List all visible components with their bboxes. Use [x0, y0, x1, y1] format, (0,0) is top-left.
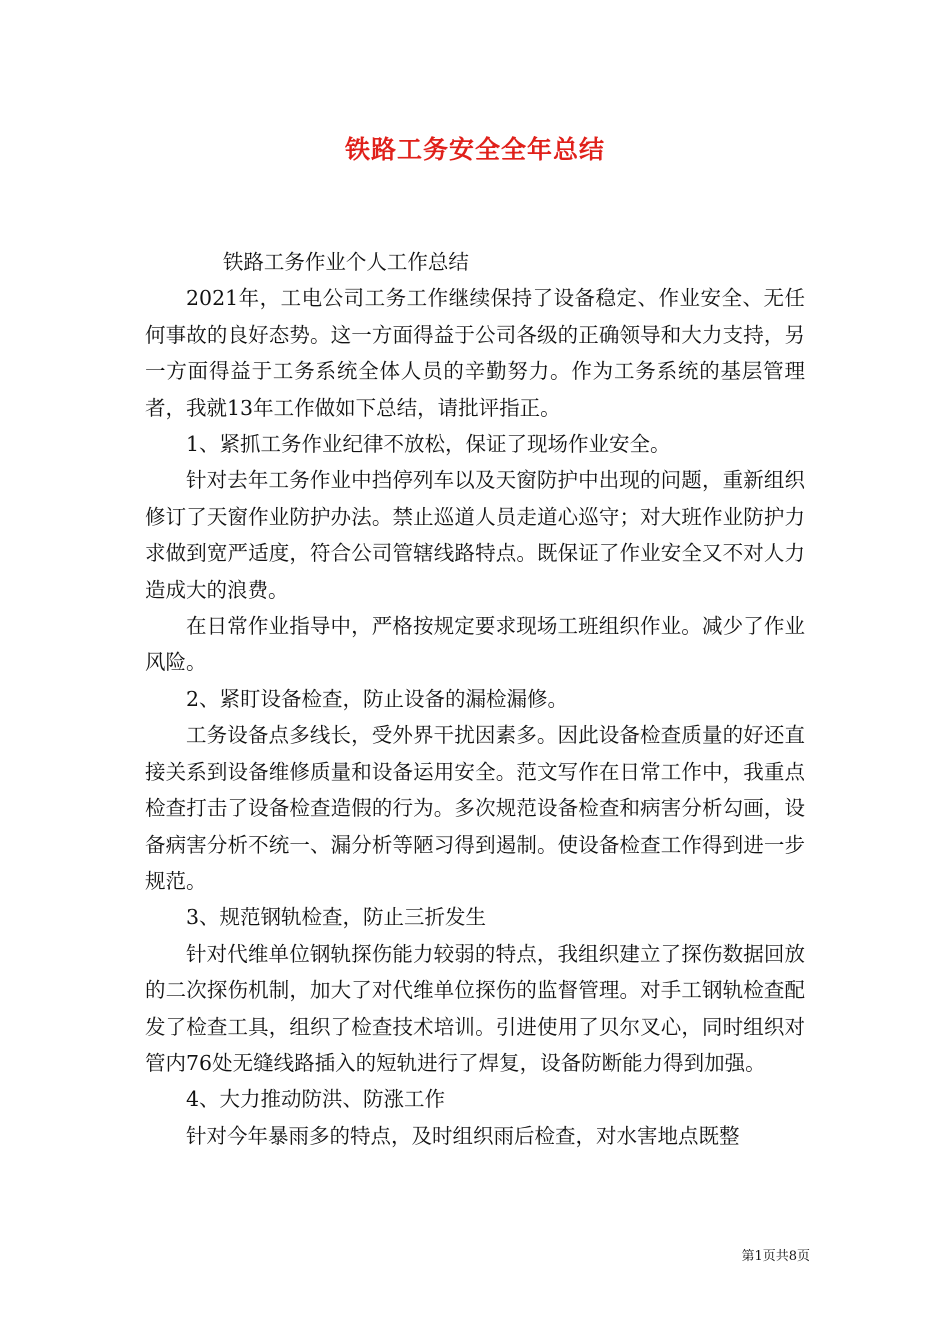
document-title: 铁路工务安全全年总结: [344, 135, 605, 164]
paragraph-intro: 2021年，工电公司工务工作继续保持了设备稳定、作业安全、无任何事故的良好态势。这一方面得益于公司各级的正确领导和大力支持，另一方面得益于工务系统全体人员的辛勤努力。作为工务系统的基层管理者，我就13年工作做如下总结，请批评指正。: [145, 286, 805, 420]
paragraph-section-3: 针对代维单位钢轨探伤能力较弱的特点，我组织建立了探伤数据回放的二次探伤机制，加大了对代维单位探伤的监督管理。对手工钢轨检查配发了检查工具，组织了检查技术培训。引进使用了贝尔叉心，同时组织对管内76处无缝线路插入的短轨进行了焊复，设备防断能力得到加强。: [145, 941, 805, 1075]
document-subtitle: 铁路工务作业个人工作总结: [222, 250, 469, 274]
section-heading-2: 2、紧盯设备检查，防止设备的漏检漏修。: [186, 686, 569, 711]
paragraph-section-1a: 针对去年工务作业中挡停列车以及天窗防护中出现的问题，重新组织修订了天窗作业防护办法。禁止巡道人员走道心巡守；对大班作业防护力求做到宽严适度，符合公司管辖线路特点。既保证了作业安全又不对人力造成大的浪费。: [145, 468, 805, 602]
page-number: 第1页共8页: [741, 1249, 810, 1264]
document-body: [145, 244, 805, 1154]
section-heading-4: 4、大力推动防洪、防涨工作: [186, 1087, 446, 1112]
section-heading-3: 3、规范钢轨检查，防止三折发生: [186, 905, 487, 930]
paragraph-section-1b: 在日常作业指导中，严格按规定要求现场工班组织作业。减少了作业风险。: [145, 614, 805, 675]
section-heading-1: 1、紧抓工务作业纪律不放松，保证了现场作业安全。: [186, 432, 671, 457]
paragraph-section-4: 针对今年暴雨多的特点，及时组织雨后检查，对水害地点既整: [186, 1123, 740, 1148]
paragraph-section-2: 工务设备点多线长，受外界干扰因素多。因此设备检查质量的好还直接关系到设备维修质量和设备运用安全。范文写作在日常工作中，我重点检查打击了设备检查造假的行为。多次规范设备检查和病害分析勾画，设备病害分析不统一、漏分析等陋习得到遏制。使设备检查工作得到进一步规范。: [145, 723, 805, 893]
